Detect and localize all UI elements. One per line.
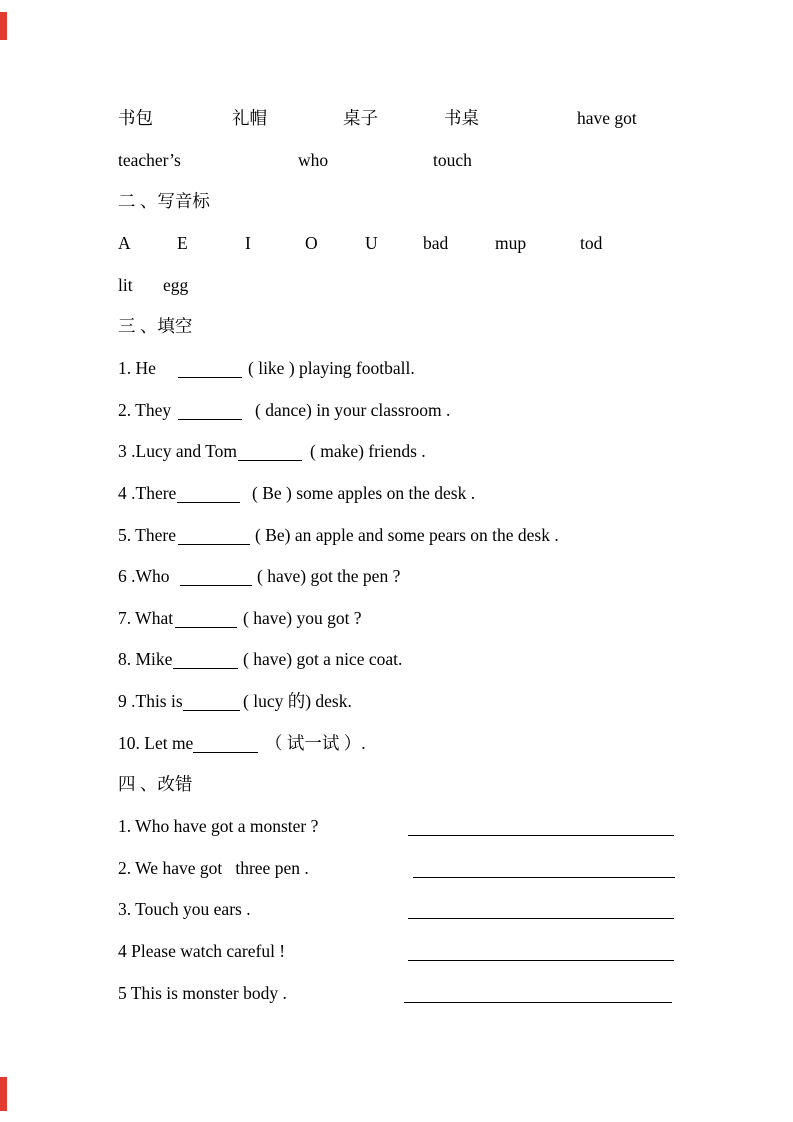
fill-item-9-prefix: 9 .This is — [118, 691, 183, 711]
correct-item-5-sentence: 5 This is monster body . — [118, 983, 287, 1003]
correct-item-5 — [0, 981, 793, 1005]
vocab-row-2-word-2: who — [298, 150, 329, 170]
fill-item-7-blank-underline — [175, 606, 237, 628]
section-3-heading — [0, 314, 793, 338]
fill-item-7-suffix: ( have) you got ? — [243, 608, 362, 628]
red-edge-mark-2 — [0, 1077, 7, 1111]
fill-item-3-blank-underline — [238, 439, 302, 461]
phonetic-row-1-word-4: O — [305, 233, 318, 253]
fill-item-4-blank-underline — [177, 481, 240, 503]
phonetic-row-2-word-1: lit — [118, 275, 133, 295]
fill-item-10 — [0, 731, 793, 755]
correct-item-4-sentence: 4 Please watch careful ! — [118, 941, 286, 961]
fill-item-10-prefix: 10. Let me — [118, 733, 194, 753]
fill-item-6-prefix: 6 .Who — [118, 566, 170, 586]
fill-item-1-prefix: 1. He — [118, 358, 156, 378]
fill-item-8 — [0, 647, 793, 671]
fill-item-2-blank-underline — [178, 398, 242, 420]
phonetic-row-1-word-6: bad — [423, 233, 449, 253]
section-4-heading-word-1: 四 、改错 — [118, 774, 193, 794]
correct-item-2-answer-line — [413, 856, 675, 878]
fill-item-9-blank-underline — [183, 689, 240, 711]
section-2-heading — [0, 189, 793, 213]
phonetic-row-1-word-5: U — [365, 233, 378, 253]
phonetic-row-1-word-3: I — [245, 233, 251, 253]
section-3-heading-word-1: 三 、填空 — [118, 316, 193, 336]
fill-item-4-prefix: 4 .There — [118, 483, 177, 503]
fill-item-8-blank-underline — [173, 647, 238, 669]
correct-item-5-answer-line — [404, 981, 672, 1003]
vocab-row-1-word-4: 书桌 — [444, 108, 479, 128]
vocab-row-1-word-3: 桌子 — [343, 108, 378, 128]
fill-item-10-blank-underline — [193, 731, 258, 753]
phonetic-row-1-word-2: E — [177, 233, 188, 253]
fill-item-2 — [0, 398, 793, 422]
section-2-heading-word-1: 二 、写音标 — [118, 191, 210, 211]
vocab-row-1 — [0, 106, 793, 130]
fill-item-6-suffix: ( have) got the pen ? — [257, 566, 401, 586]
fill-item-3-prefix: 3 .Lucy and Tom — [118, 441, 237, 461]
fill-item-8-prefix: 8. Mike — [118, 649, 173, 669]
fill-item-6-blank-underline — [180, 564, 252, 586]
phonetic-row-1-word-7: mup — [495, 233, 527, 253]
fill-item-2-suffix: ( dance) in your classroom . — [255, 400, 451, 420]
fill-item-6 — [0, 564, 793, 588]
fill-item-1-blank-underline — [178, 356, 242, 378]
fill-item-1 — [0, 356, 793, 380]
correct-item-3-sentence: 3. Touch you ears . — [118, 899, 251, 919]
correct-item-2-sentence: 2. We have got three pen . — [118, 858, 309, 878]
vocab-row-1-word-2: 礼帽 — [232, 108, 267, 128]
phonetic-row-1-word-8: tod — [580, 233, 603, 253]
correct-item-3 — [0, 897, 793, 921]
fill-item-9-suffix: ( lucy 的) desk. — [243, 691, 352, 711]
section-4-heading — [0, 772, 793, 796]
fill-item-3-suffix: ( make) friends . — [310, 441, 426, 461]
fill-item-5-prefix: 5. There — [118, 525, 176, 545]
vocab-row-2-word-1: teacher’s — [118, 150, 181, 170]
correct-item-4 — [0, 939, 793, 963]
fill-item-9 — [0, 689, 793, 713]
fill-item-5-suffix: ( Be) an apple and some pears on the desk . — [255, 525, 559, 545]
correct-item-1-sentence: 1. Who have got a monster ? — [118, 816, 319, 836]
fill-item-10-suffix: （ 试一试 ）. — [265, 733, 366, 753]
correct-item-4-answer-line — [408, 939, 674, 961]
vocab-row-2-word-3: touch — [433, 150, 472, 170]
fill-item-1-suffix: ( like ) playing football. — [248, 358, 415, 378]
vocab-row-1-word-5: have got — [577, 108, 637, 128]
fill-item-5 — [0, 523, 793, 547]
phonetic-row-1 — [0, 231, 793, 255]
fill-item-4-suffix: ( Be ) some apples on the desk . — [252, 483, 476, 503]
fill-item-5-blank-underline — [178, 523, 250, 545]
correct-item-1 — [0, 814, 793, 838]
phonetic-row-2 — [0, 273, 793, 297]
phonetic-row-1-word-1: A — [118, 233, 131, 253]
phonetic-row-2-word-2: egg — [163, 275, 189, 295]
fill-item-3 — [0, 439, 793, 463]
vocab-row-2 — [0, 148, 793, 172]
fill-item-4 — [0, 481, 793, 505]
fill-item-7-prefix: 7. What — [118, 608, 174, 628]
fill-item-7 — [0, 606, 793, 630]
correct-item-2 — [0, 856, 793, 880]
fill-item-8-suffix: ( have) got a nice coat. — [243, 649, 403, 669]
fill-item-2-prefix: 2. They — [118, 400, 172, 420]
correct-item-1-answer-line — [408, 814, 674, 836]
correct-item-3-answer-line — [408, 897, 674, 919]
vocab-row-1-word-1: 书包 — [118, 108, 153, 128]
red-edge-mark-1 — [0, 12, 7, 40]
